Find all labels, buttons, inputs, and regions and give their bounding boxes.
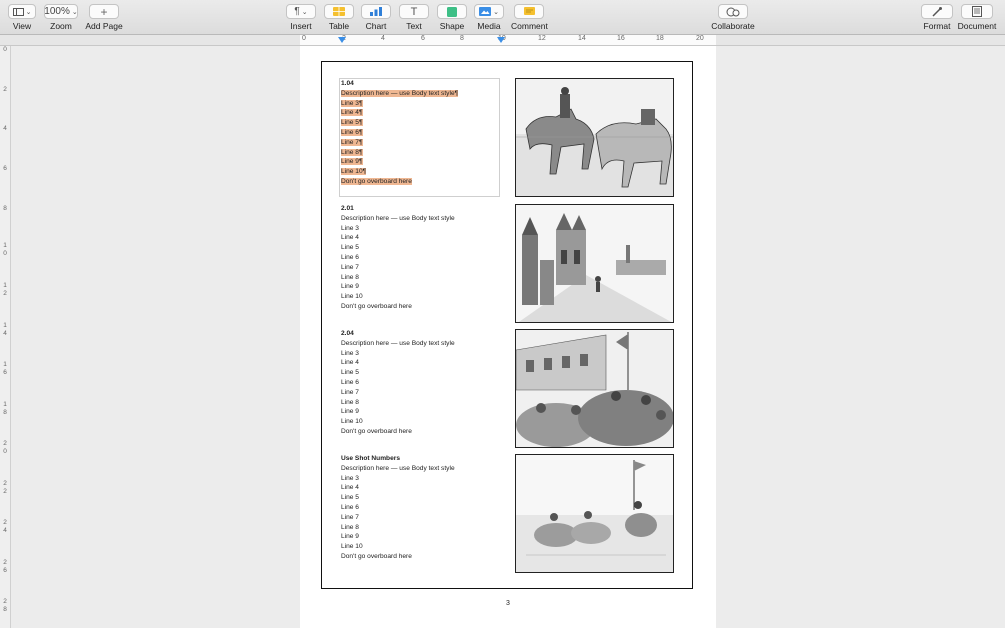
- ruler-tick: 20: [696, 35, 704, 42]
- ruler-tick: 12: [538, 35, 546, 42]
- ruler-tick: 10: [498, 35, 506, 42]
- document-tool[interactable]: [956, 4, 998, 31]
- collaborate-label: Collaborate: [711, 21, 755, 31]
- sketch-gothic-buildings-image: [516, 205, 674, 323]
- sketch-cavalry-charge-image: [516, 455, 674, 573]
- text-label: Text: [406, 21, 422, 31]
- shot-line: Line 6¶: [341, 128, 363, 136]
- shot-line: Line 9¶: [341, 158, 363, 166]
- document-button[interactable]: [961, 4, 993, 19]
- shot-image[interactable]: [515, 78, 674, 197]
- insert-menu[interactable]: [286, 4, 316, 31]
- horizontal-ruler[interactable]: [0, 35, 1005, 46]
- shot-footer: Don't go overboard here: [341, 302, 412, 310]
- shot-line: Line 4¶: [341, 109, 363, 117]
- ruler-tick: 14: [578, 35, 586, 42]
- vruler-tick: 1 8: [3, 401, 7, 416]
- chevron-down-icon: ⌄: [301, 8, 308, 16]
- shot-description: Description here — use Body text style¶: [341, 89, 459, 97]
- shot-line: Line 3: [341, 349, 359, 357]
- chart-button[interactable]: [361, 4, 391, 19]
- collaborate-tool[interactable]: [710, 4, 756, 31]
- document-label: Document: [957, 21, 997, 31]
- insert-button[interactable]: [286, 4, 316, 19]
- vruler-tick: 1 4: [3, 322, 7, 337]
- table-label: Table: [328, 21, 350, 31]
- vruler-tick: 2 4: [3, 519, 7, 534]
- vruler-tick: 2 6: [3, 559, 7, 574]
- left-indent-marker[interactable]: [338, 37, 346, 43]
- chevron-down-icon: ⌄: [25, 8, 32, 16]
- text-icon: T: [410, 5, 418, 18]
- shot-line: Line 8: [341, 523, 359, 531]
- chevron-down-icon: ⌄: [71, 8, 78, 16]
- shot-line: Line 5: [341, 494, 359, 502]
- vruler-tick: 2 8: [3, 598, 7, 613]
- shot-number: 2.01: [341, 205, 354, 212]
- view-label: View: [12, 21, 32, 31]
- add-page[interactable]: [84, 4, 124, 31]
- shot-line: Line 8: [341, 398, 359, 406]
- shot-line: Line 9: [341, 533, 359, 541]
- text-tool[interactable]: [399, 4, 429, 31]
- format-tool[interactable]: [920, 4, 954, 31]
- table-button[interactable]: [324, 4, 354, 19]
- shot-text-block[interactable]: [341, 329, 501, 437]
- paintbrush-icon: [931, 7, 943, 17]
- shot-footer: Don't go overboard here: [341, 552, 412, 560]
- ruler-tick: 2: [342, 35, 346, 42]
- add-page-button[interactable]: [89, 4, 119, 19]
- shot-line: Line 7: [341, 513, 359, 521]
- ruler-tick: 16: [617, 35, 625, 42]
- shot-line: Line 10: [341, 543, 363, 551]
- vruler-tick: 1 2: [3, 282, 7, 297]
- shot-image[interactable]: [515, 454, 674, 573]
- chart-tool[interactable]: [361, 4, 391, 31]
- shape-label: Shape: [439, 21, 465, 31]
- collaborate-icon: [726, 7, 740, 17]
- shot-line: Line 4: [341, 359, 359, 367]
- chevron-down-icon: ⌄: [493, 8, 499, 16]
- insert-label: Insert: [290, 21, 312, 31]
- table-tool[interactable]: [324, 4, 354, 31]
- shot-line: Line 4: [341, 234, 359, 242]
- shot-text-block[interactable]: [341, 454, 501, 562]
- media-menu[interactable]: [474, 4, 504, 31]
- shot-line: Line 10: [341, 293, 363, 301]
- view-button[interactable]: [8, 4, 36, 19]
- vruler-tick: 2: [3, 86, 7, 93]
- shot-line: Line 10: [341, 418, 363, 426]
- shot-line: Line 3: [341, 224, 359, 232]
- collaborate-button[interactable]: [718, 4, 748, 19]
- shot-number: 2.04: [341, 330, 354, 337]
- shot-line: Line 5¶: [341, 119, 363, 127]
- shot-description: Description here — use Body text style: [341, 339, 455, 347]
- sketch-cavalry-horses-image: [516, 79, 674, 197]
- shot-line: Line 3¶: [341, 99, 363, 107]
- comment-button[interactable]: [514, 4, 544, 19]
- sketch-crowd-flag-image: [516, 330, 674, 448]
- text-button[interactable]: [399, 4, 429, 19]
- ruler-tick: 0: [302, 35, 306, 42]
- zoom-menu[interactable]: [44, 4, 78, 31]
- ruler-tick: 6: [421, 35, 425, 42]
- vruler-tick: 0: [3, 46, 7, 53]
- chart-icon: [370, 7, 382, 16]
- shot-line: Line 7¶: [341, 138, 363, 146]
- format-label: Format: [923, 21, 951, 31]
- add-page-label: Add Page: [85, 21, 123, 31]
- chart-label: Chart: [365, 21, 387, 31]
- page-number: 3: [506, 600, 510, 607]
- table-icon: [333, 7, 345, 16]
- shape-icon: [447, 7, 457, 17]
- vruler-tick: 4: [3, 125, 7, 132]
- shot-line: Line 4: [341, 484, 359, 492]
- media-icon: [479, 7, 491, 16]
- media-label: Media: [477, 21, 501, 31]
- vruler-tick: 2 0: [3, 440, 7, 455]
- shot-line: Line 5: [341, 244, 359, 252]
- paragraph-icon: ¶: [294, 6, 300, 17]
- right-indent-marker[interactable]: [497, 37, 505, 43]
- toolbar: [0, 0, 1005, 35]
- shot-footer: Don't go overboard here: [341, 177, 412, 185]
- shape-button[interactable]: [437, 4, 467, 19]
- zoom-value: 100%: [44, 6, 70, 17]
- zoom-label: Zoom: [50, 21, 72, 31]
- shot-line: Line 6: [341, 378, 359, 386]
- vruler-tick: 6: [3, 165, 7, 172]
- shot-line: Line 10¶: [341, 168, 367, 176]
- shot-line: Line 3: [341, 474, 359, 482]
- view-menu[interactable]: [8, 4, 36, 31]
- shot-image[interactable]: [515, 329, 674, 448]
- shot-text-block[interactable]: [341, 79, 501, 187]
- shot-line: Line 7: [341, 388, 359, 396]
- comment-label: Comment: [511, 21, 548, 31]
- vruler-tick: 2 2: [3, 480, 7, 495]
- shot-line: Line 6: [341, 503, 359, 511]
- vruler-tick: 1 6: [3, 361, 7, 376]
- zoom-button[interactable]: [44, 4, 78, 19]
- shot-description: Description here — use Body text style: [341, 214, 455, 222]
- ruler-document-area: [300, 35, 716, 45]
- ruler-tick: 8: [460, 35, 464, 42]
- shot-line: Line 8: [341, 273, 359, 281]
- ruler-tick: 18: [656, 35, 664, 42]
- shot-image[interactable]: [515, 204, 674, 323]
- shot-text-block[interactable]: [341, 204, 501, 312]
- shot-number: Use Shot Numbers: [341, 455, 400, 462]
- shot-line: Line 9: [341, 408, 359, 416]
- shot-line: Line 6: [341, 253, 359, 261]
- media-button[interactable]: [474, 4, 504, 19]
- shot-line: Line 9: [341, 283, 359, 291]
- shape-tool[interactable]: [437, 4, 467, 31]
- shot-line: Line 7: [341, 263, 359, 271]
- comment-tool[interactable]: [511, 4, 547, 31]
- vruler-tick: 8: [3, 205, 7, 212]
- vertical-ruler: [0, 46, 11, 628]
- comment-icon: [524, 7, 535, 17]
- shot-description: Description here — use Body text style: [341, 464, 455, 472]
- document-icon: [972, 6, 982, 17]
- shot-line: Line 5: [341, 369, 359, 377]
- shot-footer: Don't go overboard here: [341, 427, 412, 435]
- plus-icon: +: [100, 4, 108, 19]
- ruler-tick: 4: [381, 35, 385, 42]
- sidebar-icon: [13, 8, 24, 16]
- vruler-tick: 1 0: [3, 242, 7, 257]
- format-button[interactable]: [921, 4, 953, 19]
- shot-line: Line 8¶: [341, 148, 363, 156]
- shot-number: 1.04: [341, 80, 354, 87]
